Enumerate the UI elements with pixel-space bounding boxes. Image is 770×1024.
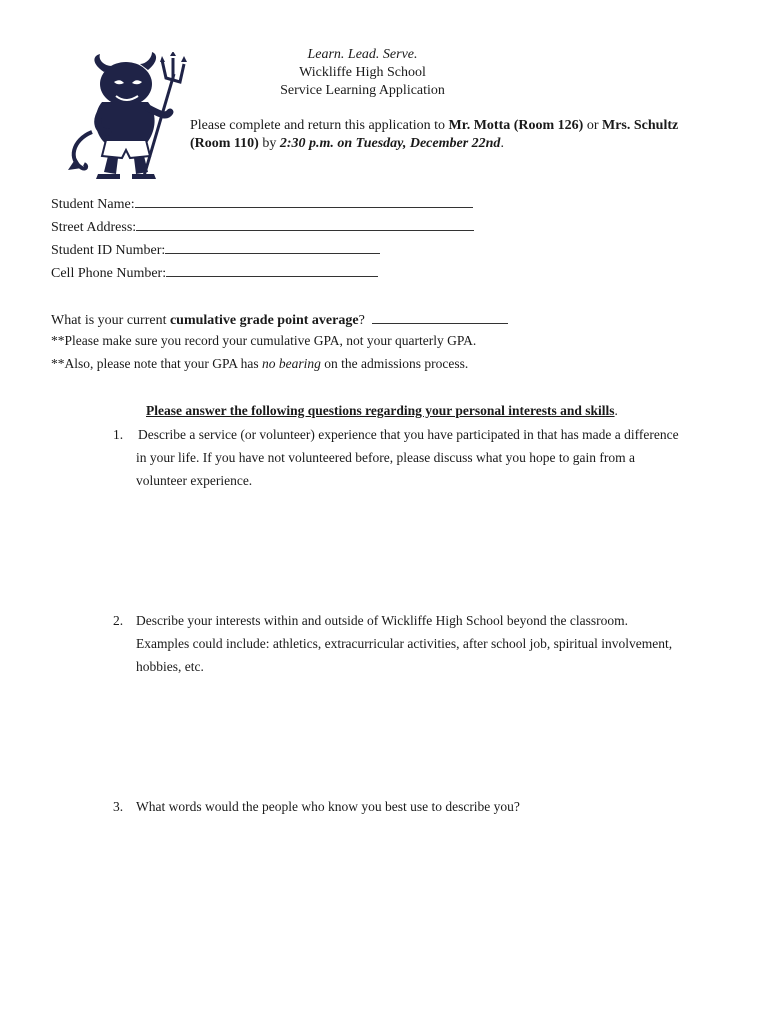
instructions-line-1: Please complete and return this application to Mr. Motta (Room 126) or Mrs. Schultz bbox=[190, 118, 679, 133]
gpa-note-1: **Please make sure you record your cumulative GPA, not your quarterly GPA. bbox=[51, 333, 477, 348]
question-2-line-2: Examples could include: athletics, extracurricular activities, after school job, spiritual involvement, bbox=[136, 636, 673, 651]
question-1-line-3: volunteer experience. bbox=[136, 473, 253, 488]
student-id-field[interactable]: Student ID Number: bbox=[51, 239, 380, 260]
school-name: Wickliffe High School bbox=[299, 65, 426, 80]
question-1-number: 1. bbox=[113, 427, 124, 442]
blue-devil-mascot-icon bbox=[62, 52, 188, 180]
question-3-answer-area[interactable] bbox=[136, 822, 716, 1002]
question-3-number: 3. bbox=[113, 799, 124, 814]
form-title: Service Learning Application bbox=[280, 83, 445, 98]
question-2-line-3: hobbies, etc. bbox=[136, 659, 204, 674]
student-name-blank[interactable] bbox=[135, 193, 473, 208]
instructions-line-2: (Room 110) by 2:30 p.m. on Tuesday, December 22nd. bbox=[190, 136, 504, 151]
question-1-line-1: Describe a service (or volunteer) experience that you have participated in that has made a difference bbox=[138, 427, 679, 442]
student-id-blank[interactable] bbox=[165, 239, 380, 254]
student-name-field[interactable]: Student Name: bbox=[51, 193, 473, 214]
contact-schultz: Mrs. Schultz bbox=[602, 118, 679, 133]
question-2-answer-area[interactable] bbox=[136, 682, 716, 792]
gpa-blank[interactable] bbox=[372, 309, 508, 324]
cell-phone-blank[interactable] bbox=[166, 262, 378, 277]
motto: Learn. Lead. Serve. bbox=[307, 47, 418, 62]
question-2-number: 2. bbox=[113, 613, 124, 628]
deadline: 2:30 p.m. on Tuesday, December 22nd bbox=[279, 136, 501, 151]
question-2-line-1: Describe your interests within and outside of Wickliffe High School beyond the classroom. bbox=[136, 613, 628, 628]
question-1-answer-area[interactable] bbox=[136, 496, 716, 606]
street-address-field[interactable]: Street Address: bbox=[51, 216, 474, 237]
questions-heading: Please answer the following questions regarding your personal interests and skills. bbox=[146, 403, 618, 418]
cell-phone-field[interactable]: Cell Phone Number: bbox=[51, 262, 378, 283]
contact-motta: Mr. Motta (Room 126) bbox=[448, 118, 584, 133]
question-3-line-1: What words would the people who know you best use to describe you? bbox=[136, 799, 520, 814]
street-address-blank[interactable] bbox=[136, 216, 474, 231]
question-1-line-2: in your life. If you have not volunteered before, please discuss what you hope to gain from a bbox=[136, 450, 635, 465]
gpa-question[interactable]: What is your current cumulative grade point average? bbox=[51, 309, 508, 330]
gpa-note-2: **Also, please note that your GPA has no bearing on the admissions process. bbox=[51, 356, 469, 371]
